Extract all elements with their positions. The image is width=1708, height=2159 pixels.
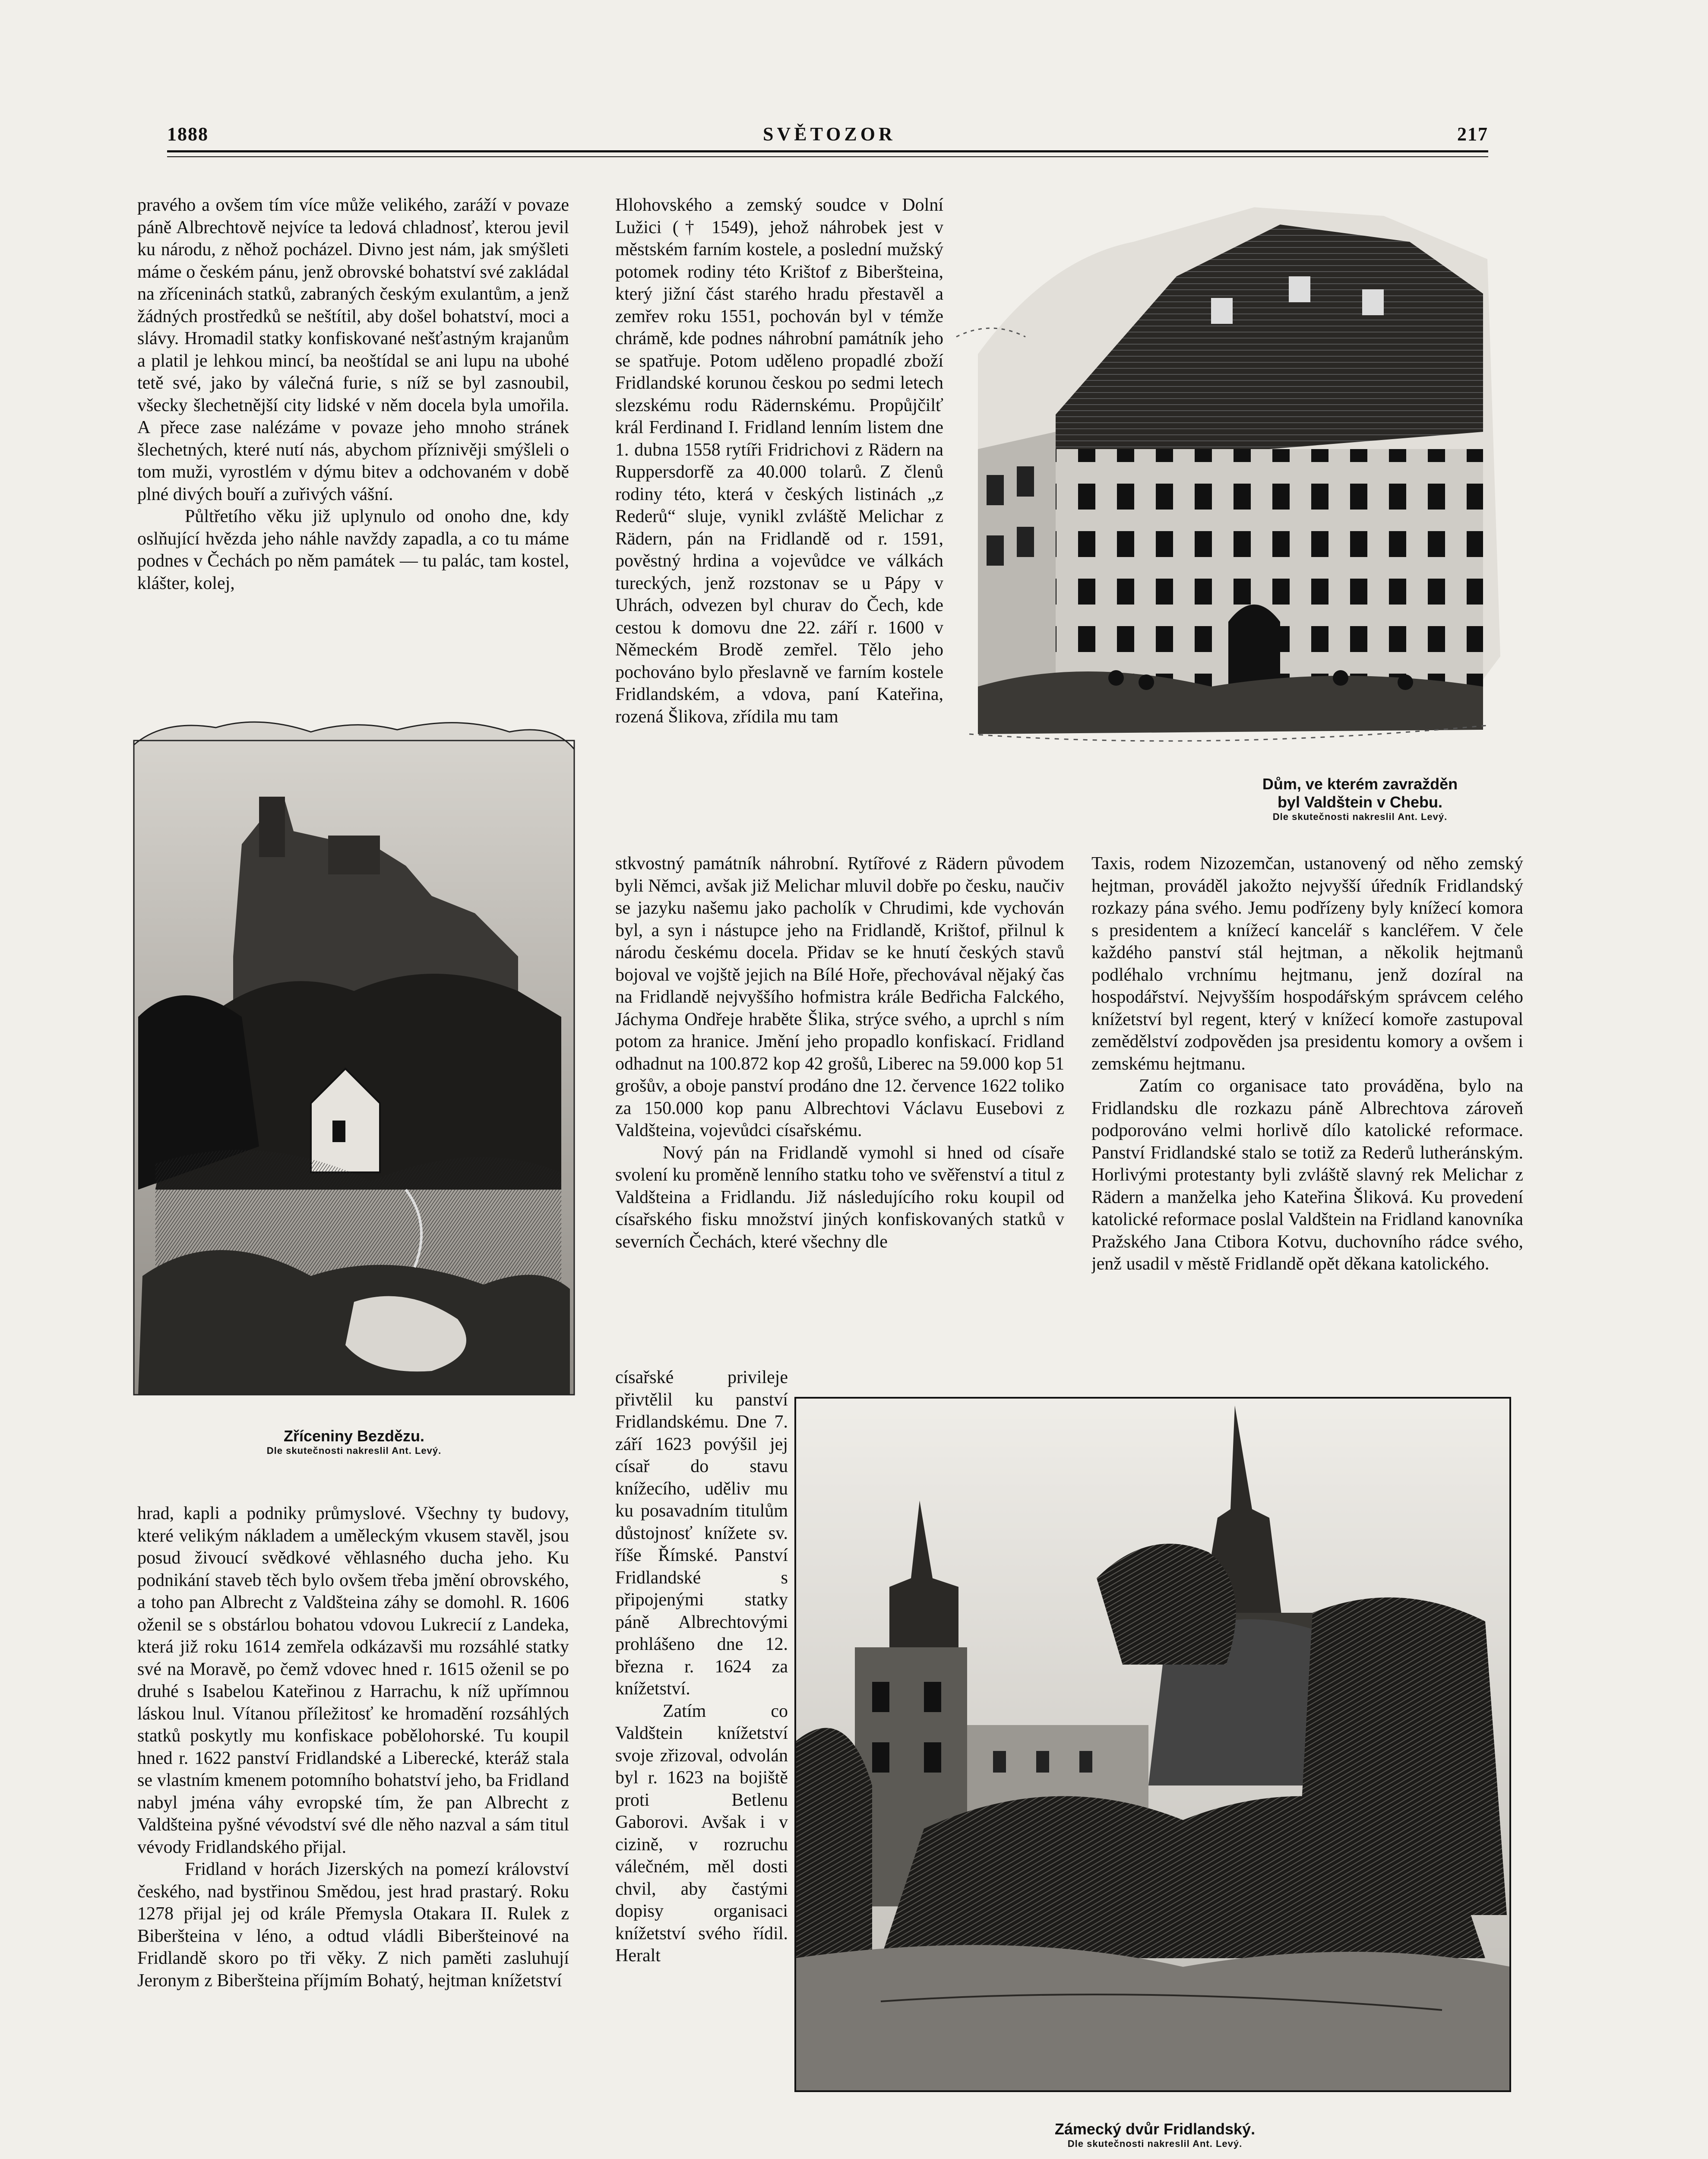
paragraph: hrad, kapli a podniky průmyslové. Všechny ty budovy, které velikým nákladem a uměleckým vkusem stavěl, jsou posud živoucí svědkové věhlasného ducha jeho. Ku podnikání staveb těch bylo ovšem třeba jmění obrovského, a toho pan Albrecht z Valdšteina záhy se domohl. R. 1606 oženil se s obstárlou bohatou vdovou Lukrecií z Landeka, která již roku 1614 zemřela odkázavši mu rozsáhlé statky své na Moravě, po čemž vdovec hned r. 1615 oženil se po druhé s Isabelou Kateřinou z Harrachu, k níž upřímnou láskou lnul. Vítanou příležitosť ke hromadění rozsáhlých statků poskytly mu konfiskace pobělohorské. Tu koupil hned r. 1622 panství Fridlandské a Liberecké, kteráž stala se vlastním kmenem potomního bohatství jeho, ba Fridland nabyl jména váhy evropské tím, že pan Albrecht z Valdšteina pyšné vévodství své dle něho nazval a sám titul vévody Fridlandského přijal. bbox=[137, 1504, 569, 1857]
left-column-bottom bbox=[137, 1503, 569, 2159]
header-title: SVĚTOZOR bbox=[763, 123, 896, 145]
caption-title-line2: byl Valdštein v Chebu. bbox=[1277, 793, 1443, 811]
paragraph: Půltřetího věku již uplynulo od onoho dne, kdy oslňující hvězda jeho náhle navždy zapadla, a co tu máme podnes v Čechách po něm památek — tu palác, tam kostel, klášter, kolej, bbox=[137, 507, 569, 593]
caption-title: Zříceniny Bezdězu. bbox=[283, 1427, 425, 1445]
paragraph: Taxis, rodem Nizozemčan, ustanovený od něho zemský hejtman, prováděl jakožto nejvyšší úředník Fridlandský rozkazy pána svého. Jemu podřízeny byly knížecí komora s presidentem a knížecí kancelář s kancléřem. V čele každého panství stál hejtman, a několik hejtmanů podléhalo vrchnímu hejtmanu, jenž dozíral na hospodářství. Nejvyšším hospodářským správcem celého knížetství byl regent, který v knížecí komoře zastupoval zemědělství zodpověden jsa presidentu komory a ovšem i zemskému hejtmanu. bbox=[1091, 854, 1523, 1074]
paragraph: pravého a ovšem tím více může velikého, zaráží v povaze páně Albrechtově nejvíce ta ledová chladnosť, kterou jevil ku národu, z něhož pocházel. Divno jest nám, jak smýšleti máme o českém pánu, jenž obrovské bohatství své zakládal na zříceninách statků, zabraných českým exulantům, a jenž žádných prostředků se neštítil, aby došel bohatství, moci a slávy. Hromadil statky konfiskované nešťastným krajanům a platil je lehkou mincí, ba neoštídal se ani lupu na ubohé tetě své, jako by válečná furie, s níž se byl zasnoubil, všecky šlechetnější city lidské v něm docela byla umořila. A přece zase nalézáme v povaze jeho mnoho stránek šlechetných, které nutí nás, abychom příznivěji smýšleli o tom muži, vyrostlém v dýmu bitev a odchovaném v době plné divých bouří a zuřivých vášní. bbox=[137, 195, 569, 504]
page-header bbox=[167, 123, 1488, 149]
left-column-top bbox=[137, 194, 569, 682]
header-rule-thin bbox=[167, 156, 1488, 157]
header-page-number: 217 bbox=[1457, 123, 1488, 145]
caption-title: Zámecký dvůr Fridlandský. bbox=[1054, 2120, 1256, 2138]
middle-column-narrow bbox=[615, 1367, 788, 2159]
figure-cheb bbox=[952, 190, 1505, 773]
paragraph: stkvostný památník náhrobní. Rytířové z Rädern původem byli Němci, avšak již Melichar mluvil dobře po česku, naučiv se jazyku našemu jako pacholík v Chrudimi, kde vychován byl, a syn i nástupce jeho na Fridlandě, Krištof, přilnul k národu českému docela. Přidav se ke hnutí českých stavů bojoval ve vojště jejich na Bílé Hoře, přechovával nějaký čas na Fridlandě nejvyššího hofmistra krále Bedřicha Falckého, Jáchyma Ondřeje hraběte Šlika, strýce svého, a uprchl s ním potom za hranice. Jmění jeho propadlo konfiskací. Fridland odhadnut na 100.872 kop 42 grošů, Liberec na 59.000 kop 51 grošův, a oboje panství prodáno dne 12. července 1622 toliko za 150.000 kop panu Albrechtovi Václavu Eusebovi z Valdšteina, vojevůdci císařskému. bbox=[615, 854, 1064, 1140]
bezdez-illustration bbox=[130, 715, 579, 1397]
figure-bezdez bbox=[130, 715, 579, 1397]
caption-credit: Dle skutečnosti nakreslil Ant. Levý. bbox=[266, 1445, 442, 1456]
caption-credit: Dle skutečnosti nakreslil Ant. Levý. bbox=[1272, 811, 1448, 822]
header-rule bbox=[167, 150, 1488, 152]
paragraph: Nový pán na Fridlandě vymohl si hned od císaře svolení ku proměně lenního statku toho ve svěřenství a titul z Valdšteina a Fridlandu. Již následujícího roku koupil od císařského fisku množství jiných konfiskovaných statků v severních Čechách, které všechny dle bbox=[615, 1143, 1064, 1252]
caption-title-line1: Dům, ve kterém zavražděn bbox=[1262, 775, 1458, 793]
paragraph: Hlohovského a zemský soudce v Dolní Lužici († 1549), jehož náhrobek jest v městském farním kostele, a poslední mužský potomek rodiny této Krištof z Biberšteina, který jižní část starého hradu přestavěl a zemřev roku 1551, pochován byl v témže chrámě, kde podnes náhrobní památník jeho se spatřuje. Potom uděleno propadlé zboží Fridlandské korunou českou po sedmi letech slezskému rodu Rädernskému. Propůjčilť král Ferdinand I. Fridland lenním listem dne 1. dubna 1558 rytíři Fridrichovi z Rädern na Ruppersdorfě za 40.000 tolarů. Z členů rodiny této, která v českých listinách „z Rederů“ sluje, vynikl zvláště Melichar z Rädern, pán na Fridlandě od r. 1591, pověstný hrdina a vojevůdce ve válkách tureckých, jenž rozstonav se u Pápy v Uhrách, odvezen byl churav do Čech, kde cestou k domovu dne 22. září r. 1600 v Německém Brodě zemřel. Tělo jeho pochováno bylo přeslavně ve farním kostele Fridlandském, a vdova, paní Kateřina, rozená Šlikova, zřídila mu tam bbox=[615, 195, 943, 727]
paragraph: císařské privileje přivtělil ku panství Fridlandskému. Dne 7. září 1623 povýšil jej císař do stavu knížecího, uděliv mu ku posavadním titulům důstojnosť knížete sv. říše Římské. Panství Fridlandské s připojenými statky páně Albrechtovými prohlášeno dne 12. března r. 1624 za knížetství. bbox=[615, 1368, 788, 1699]
caption-cheb bbox=[1183, 775, 1537, 823]
paragraph: Fridland v horách Jizerských na pomezí království českého, nad bystřinou Smědou, jest hrad prastarý. Roku 1278 přijal jej od krále Přemysla Otakara II. Rulek z Biberšteina v léno, a odtud vládli Biberšteinové na Fridlandě skoro po tři věky. Z nich paměti zasluhují Jeronym z Biberšteina příjmím Bohatý, hejtman knížetství bbox=[137, 1859, 569, 1991]
middle-column-top bbox=[615, 194, 943, 851]
cheb-illustration bbox=[952, 190, 1505, 773]
paragraph: Zatím co Valdštein knížetství svoje zřizoval, odvolán byl r. 1623 na bojiště proti Betlenu Gaborovi. Avšak i v cizině, v rozruchu válečném, měl dosti chvil, aby častými dopisy organisaci knížetství svého řídil. Heralt bbox=[615, 1701, 788, 1966]
caption-bezdez bbox=[130, 1427, 579, 1456]
figure-fridland bbox=[794, 1397, 1511, 2092]
right-column bbox=[1091, 853, 1523, 1362]
header-year: 1888 bbox=[167, 123, 209, 145]
fridland-illustration bbox=[794, 1397, 1511, 2092]
paragraph: Zatím co organisace tato prováděna, bylo na Fridlandsku dle rozkazu páně Albrechtova zároveň podporováno velmi horlivě dílo katolické reformace. Panství Fridlandské stalo se totiž za Rederů lutheránským. Horlivými protestanty byli zvláště slavný rek Melichar z Rädern a manželka jeho Kateřina Šliková. Ku provedení katolické reformace poslal Valdštein na Fridland kanovníka Pražského Jana Ctibora Kotvu, duchovního rádce svého, jenž usadil v městě Fridlandě opět děkana katolického. bbox=[1091, 1076, 1523, 1274]
middle-column-wide bbox=[615, 853, 1064, 1371]
caption-fridland bbox=[907, 2120, 1403, 2150]
caption-credit: Dle skutečnosti nakreslil Ant. Levý. bbox=[1067, 2138, 1243, 2149]
